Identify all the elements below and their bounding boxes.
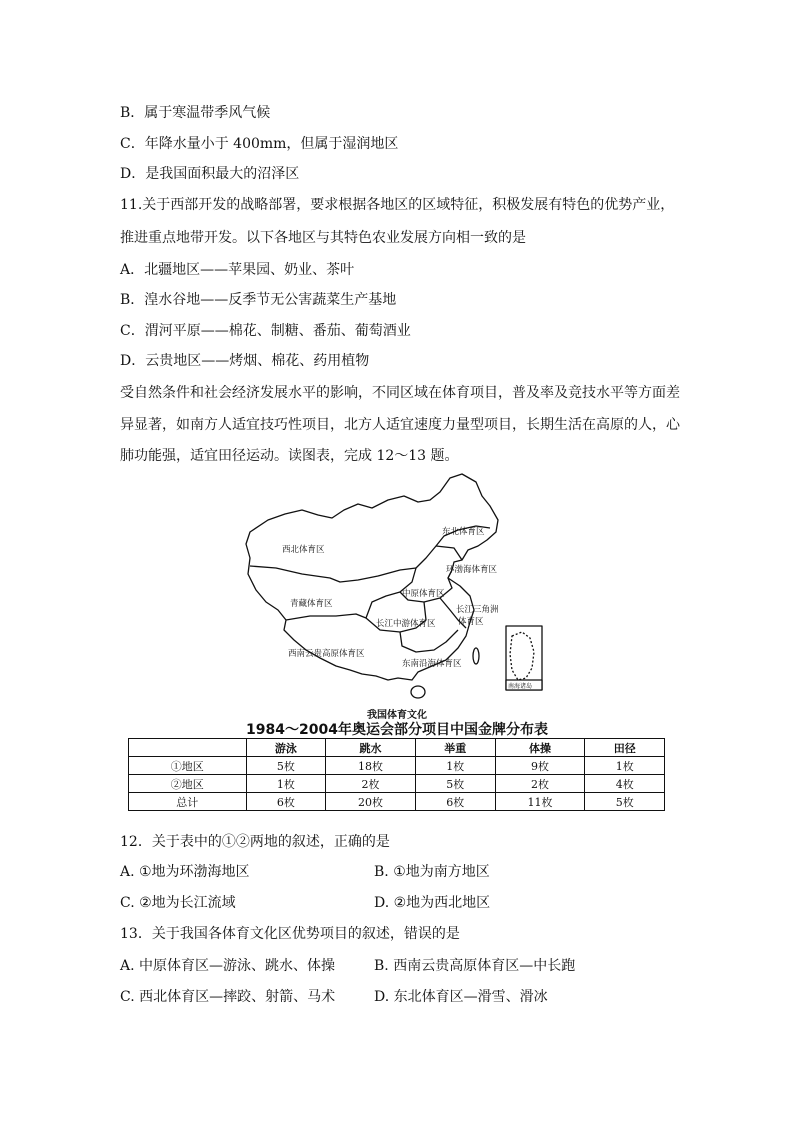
q11-option-c: C．渭河平原——棉花、制糖、番茄、葡萄酒业 — [120, 323, 411, 339]
q11-option-a: A．北疆地区——苹果园、奶业、茶叶 — [120, 262, 355, 278]
table-cell: 20枚 — [326, 793, 416, 811]
table-cell: 5枚 — [585, 793, 665, 811]
region-label-bohai: 环渤海体育区 — [446, 565, 498, 575]
inset-label: 南海诸岛 — [508, 683, 533, 690]
q12-option-d: D. ②地为西北地区 — [374, 895, 491, 911]
sports-region-map — [240, 470, 550, 705]
intro-line3: 肺功能强，适宜田径运动。读图表，完成 12～13 题。 — [120, 448, 459, 464]
q13-option-c: C. 西北体育区—摔跤、射箭、马术 — [120, 989, 336, 1005]
table-cell: 5枚 — [246, 757, 326, 775]
table-cell: 5枚 — [416, 775, 496, 793]
medal-table — [128, 738, 665, 811]
table-row — [129, 793, 665, 811]
region-label-northeast: 东北体育区 — [442, 527, 485, 537]
q11-stem-line1: 11.关于西部开发的战略部署，要求根据各地区的区域特征，积极发展有特色的优势产业， — [120, 197, 675, 213]
table-header-cell — [129, 739, 247, 757]
taiwan-island — [473, 648, 479, 664]
table-cell: 6枚 — [246, 793, 326, 811]
table-cell: 6枚 — [416, 793, 496, 811]
table-header-cell: 游泳 — [246, 739, 326, 757]
southwest-boundary — [286, 614, 366, 620]
region-label-yangtze-delta: 长江三角洲 — [456, 605, 499, 615]
intro-line2: 异显著，如南方人适宜技巧性项目，北方人适宜速度力量型项目，长期生活在高原的人，心 — [120, 417, 680, 433]
region-label-southeast: 东南沿海体育区 — [402, 659, 462, 669]
q11-stem-line2: 推进重点地带开发。以下各地区与其特色农业发展方向相一致的是 — [120, 230, 526, 246]
q13-option-d: D. 东北体育区—滑雪、滑冰 — [374, 989, 548, 1005]
table-cell: 4枚 — [585, 775, 665, 793]
table-cell: 总计 — [129, 793, 247, 811]
region-label-qingzang: 青藏体育区 — [290, 599, 333, 609]
q10-option-c: C．年降水量小于 400mm，但属于湿润地区 — [120, 136, 399, 152]
southeast-boundary — [400, 630, 458, 652]
table-cell: 1枚 — [416, 757, 496, 775]
table-cell: 11枚 — [495, 793, 585, 811]
table-row — [129, 757, 665, 775]
table-cell: ②地区 — [129, 775, 247, 793]
hainan-island — [411, 686, 425, 698]
table-header-cell: 田径 — [585, 739, 665, 757]
q13-option-b: B. 西南云贵高原体育区—中长跑 — [374, 958, 576, 974]
intro-line1: 受自然条件和社会经济发展水平的影响，不同区域在体育项目，普及率及竞技水平等方面差 — [120, 385, 680, 401]
q12-option-c: C. ②地为长江流域 — [120, 895, 236, 911]
region-label-southwest: 西南云贵高原体育区 — [288, 649, 365, 659]
table-title: 1984～2004年奥运会部分项目中国金牌分布表 — [246, 722, 548, 738]
table-header-cell: 跳水 — [326, 739, 416, 757]
table-cell: 2枚 — [495, 775, 585, 793]
table-header-cell: 举重 — [416, 739, 496, 757]
q12-option-b: B. ①地为南方地区 — [374, 864, 490, 880]
region-label-zhongyuan: 中原体育区 — [402, 589, 445, 599]
q13-stem: 13．关于我国各体育文化区优势项目的叙述，错误的是 — [120, 926, 460, 942]
q12-stem: 12．关于表中的①②两地的叙述，正确的是 — [120, 834, 390, 850]
map-caption: 我国体育文化 — [367, 710, 427, 721]
table-cell: 9枚 — [495, 757, 585, 775]
region-label-yangtze-mid: 长江中游体育区 — [376, 619, 436, 629]
table-cell: 1枚 — [246, 775, 326, 793]
q10-option-d: D．是我国面积最大的沼泽区 — [120, 166, 300, 182]
northwest-boundary — [250, 566, 416, 582]
q13-option-a: A. 中原体育区—游泳、跳水、体操 — [120, 958, 336, 974]
table-row — [129, 775, 665, 793]
table-cell: ①地区 — [129, 757, 247, 775]
q12-option-a: A. ①地为环渤海地区 — [120, 864, 250, 880]
region-label-northwest: 西北体育区 — [282, 545, 325, 555]
table-header-row — [129, 739, 665, 757]
q10-option-b: B．属于寒温带季风气候 — [120, 105, 271, 121]
region-label-yangtze-delta-2: 体育区 — [458, 617, 484, 627]
table-cell: 1枚 — [585, 757, 665, 775]
q11-option-d: D．云贵地区——烤烟、棉花、药用植物 — [120, 353, 370, 369]
table-header-cell: 体操 — [495, 739, 585, 757]
bohai-boundary — [436, 546, 462, 560]
q11-option-b: B．湟水谷地——反季节无公害蔬菜生产基地 — [120, 292, 397, 308]
table-cell: 2枚 — [326, 775, 416, 793]
table-cell: 18枚 — [326, 757, 416, 775]
